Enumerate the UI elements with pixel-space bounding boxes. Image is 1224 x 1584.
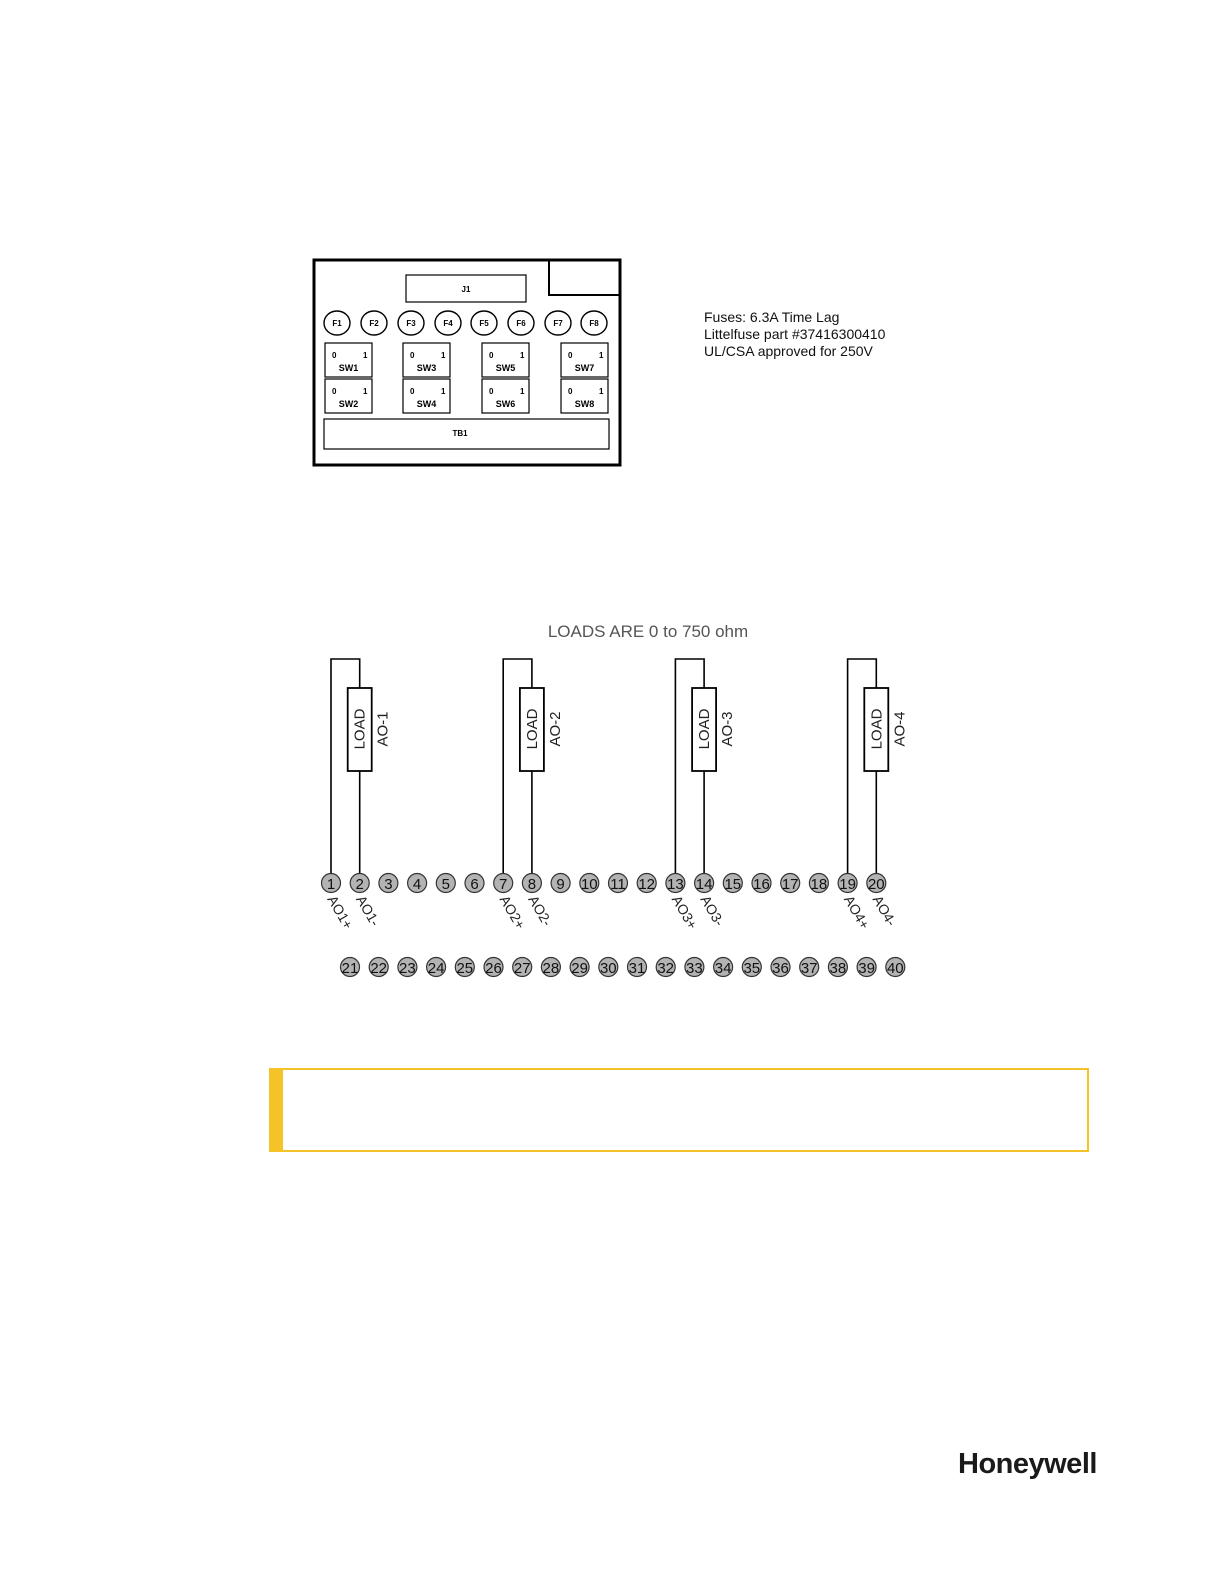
terminal-label-34: 34 (714, 960, 732, 977)
terminal-label-15: 15 (724, 876, 742, 893)
terminal-function-ao-1-plus: AO1+ (324, 892, 357, 932)
terminal-label-29: 29 (571, 960, 588, 977)
terminal-function-ao-3-plus: AO3+ (668, 892, 701, 932)
switch-on-label: 1 (520, 351, 525, 360)
fuse-note-approval: UL/CSA approved for 250V (704, 343, 873, 359)
terminal-row-bottom (341, 958, 905, 978)
fuse-label-f5: F5 (479, 319, 489, 328)
terminal-label-27: 27 (513, 960, 531, 977)
fuse-note-rating: Fuses: 6.3A Time Lag (704, 309, 840, 325)
terminal-row-top (322, 874, 886, 894)
load-label-ao-2: LOAD (523, 708, 541, 750)
terminal-label-21: 21 (341, 960, 359, 977)
terminal-function-ao-4-plus: AO4+ (841, 892, 873, 932)
terminal-label-8: 8 (527, 876, 537, 893)
terminal-block-tb1-label: TB1 (452, 429, 468, 438)
terminal-label-2: 2 (355, 876, 364, 893)
terminal-label-20: 20 (867, 876, 885, 893)
switch-label-sw5: SW5 (495, 363, 516, 373)
terminal-label-38: 38 (829, 960, 847, 977)
terminal-label-19: 19 (839, 876, 856, 893)
terminal-label-4: 4 (412, 876, 422, 893)
switch-off-label: 0 (332, 351, 337, 360)
terminal-label-12: 12 (638, 876, 656, 893)
switch-on-label: 1 (599, 351, 604, 360)
terminal-label-32: 32 (657, 960, 675, 977)
load-group (331, 659, 908, 874)
terminal-label-10: 10 (580, 876, 598, 893)
note-callout-box (269, 1068, 1089, 1152)
ao-label-group (324, 893, 900, 932)
fuse-label-f2: F2 (369, 319, 379, 328)
terminal-label-23: 23 (399, 960, 416, 977)
output-name-ao-4: AO-4 (891, 711, 909, 747)
fuse-label-f4: F4 (443, 319, 453, 328)
terminal-label-22: 22 (370, 960, 388, 977)
terminal-function-ao-2-plus: AO2+ (496, 892, 529, 932)
terminal-label-24: 24 (427, 960, 445, 977)
terminal-function-ao-4-minus: AO4- (869, 892, 900, 929)
load-label-ao-3: LOAD (696, 708, 714, 750)
fuse-label-f6: F6 (516, 319, 526, 328)
switch-label-sw3: SW3 (416, 363, 437, 373)
terminal-label-6: 6 (470, 876, 479, 893)
terminal-label-36: 36 (772, 960, 789, 977)
terminal-function-ao-3-minus: AO3- (697, 892, 728, 929)
terminal-label-40: 40 (886, 960, 904, 977)
wiring-title: LOADS ARE 0 to 750 ohm (547, 622, 749, 641)
terminal-function-ao-1-minus: AO1- (353, 892, 384, 929)
terminal-label-18: 18 (810, 876, 828, 893)
switch-off-label: 0 (568, 351, 573, 360)
switch-on-label: 1 (599, 387, 604, 396)
terminal-label-35: 35 (743, 960, 761, 977)
terminal-label-33: 33 (686, 960, 703, 977)
terminal-label-14: 14 (695, 876, 713, 893)
output-name-ao-1: AO-1 (374, 711, 392, 747)
switch-label-sw7: SW7 (574, 363, 595, 373)
connector-j1-label: J1 (461, 285, 471, 294)
terminal-label-5: 5 (441, 876, 450, 893)
terminal-label-1: 1 (326, 876, 336, 893)
switch-label-sw1: SW1 (338, 363, 359, 373)
terminal-label-26: 26 (485, 960, 502, 977)
switch-on-label: 1 (441, 351, 446, 360)
switch-label-sw4: SW4 (416, 399, 437, 409)
terminal-label-13: 13 (667, 876, 684, 893)
terminal-label-25: 25 (456, 960, 474, 977)
fuse-label-f3: F3 (406, 319, 416, 328)
terminal-label-28: 28 (542, 960, 560, 977)
terminal-label-16: 16 (753, 876, 770, 893)
terminal-label-11: 11 (610, 876, 626, 893)
terminal-label-31: 31 (628, 960, 646, 977)
switch-on-label: 1 (363, 387, 368, 396)
terminal-label-9: 9 (556, 876, 565, 893)
output-name-ao-3: AO-3 (719, 711, 737, 747)
output-name-ao-2: AO-2 (546, 711, 564, 747)
switch-off-label: 0 (568, 387, 573, 396)
fuse-note-part: Littelfuse part #37416300410 (704, 326, 886, 342)
terminal-label-37: 37 (800, 960, 818, 977)
switch-label-sw8: SW8 (574, 399, 595, 409)
terminal-label-30: 30 (599, 960, 617, 977)
switch-label-sw2: SW2 (338, 399, 359, 409)
switch-on-label: 1 (363, 351, 368, 360)
switch-off-label: 0 (332, 387, 337, 396)
terminal-function-ao-2-minus: AO2- (525, 892, 556, 929)
terminal-label-3: 3 (384, 876, 393, 893)
load-label-ao-1: LOAD (351, 708, 369, 750)
fuse-label-f1: F1 (332, 319, 342, 328)
switch-on-label: 1 (441, 387, 446, 396)
switch-on-label: 1 (520, 387, 525, 396)
switch-off-label: 0 (489, 351, 494, 360)
terminal-label-39: 39 (858, 960, 875, 977)
terminal-label-17: 17 (781, 876, 799, 893)
terminal-label-7: 7 (499, 876, 508, 893)
switch-label-sw6: SW6 (495, 399, 516, 409)
switch-off-label: 0 (489, 387, 494, 396)
switch-off-label: 0 (410, 351, 415, 360)
switch-off-label: 0 (410, 387, 415, 396)
fuse-label-f8: F8 (589, 319, 599, 328)
fuse-label-f7: F7 (553, 319, 563, 328)
load-label-ao-4: LOAD (868, 708, 886, 750)
honeywell-logo: Honeywell (958, 1448, 1097, 1480)
